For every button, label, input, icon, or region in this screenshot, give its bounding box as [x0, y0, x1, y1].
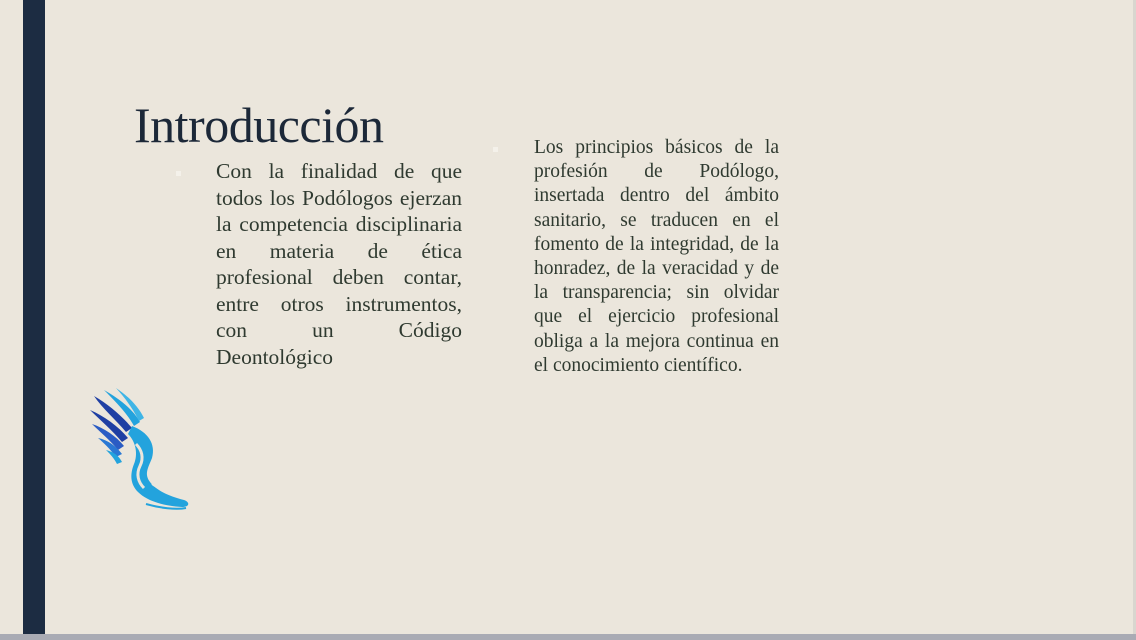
accent-bar	[23, 0, 45, 634]
slide-title: Introducción	[134, 97, 384, 153]
right-paragraph: Los principios básicos de la profesión de Podólogo, insertada dentro del ámbito sanitario, se traducen en el fomento de la integridad, de la honradez, de la veracidad y de la transparencia; sin olvidar que el ejercicio profesional obliga a la mejora continua en el conocimiento científico.	[534, 137, 779, 376]
bullet-marker-left	[176, 171, 181, 176]
left-margin	[0, 0, 23, 634]
left-paragraph: Con la finalidad de que todos los Podólogos ejerzan la competencia disciplinaria en materia de ética profesional deben contar, entre otros instrumentos, con un Código Deontológico	[216, 159, 462, 369]
winged-foot-icon	[86, 386, 192, 514]
bottom-strip	[0, 634, 1136, 640]
bullet-marker-right	[493, 147, 498, 152]
